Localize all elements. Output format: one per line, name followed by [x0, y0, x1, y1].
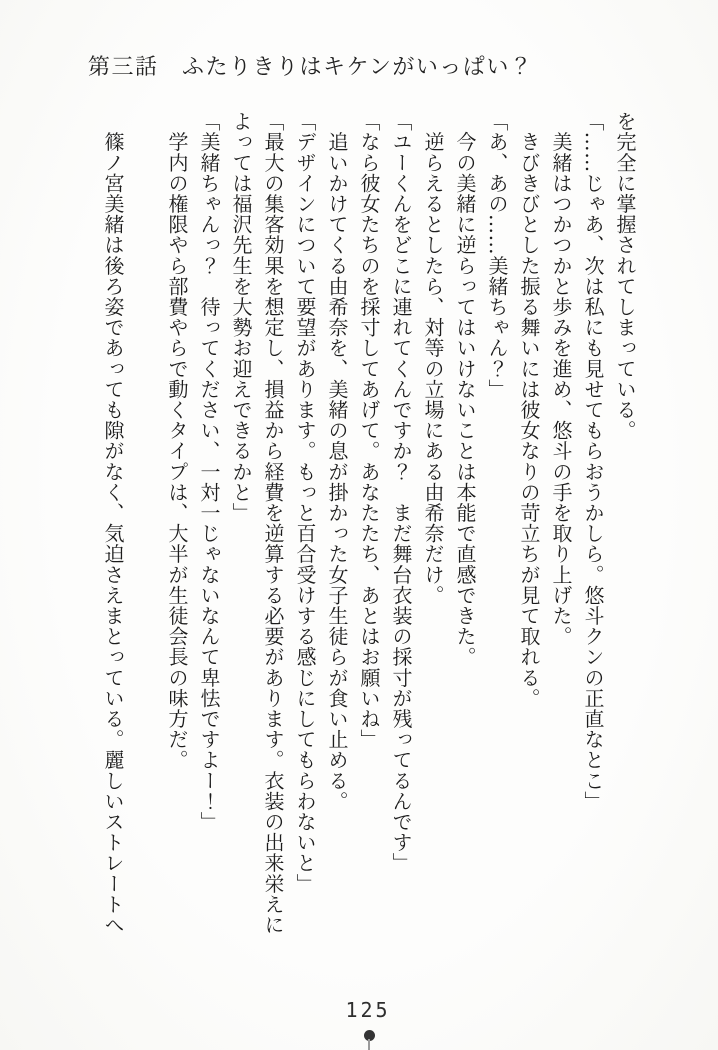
text-paragraph: 追いかけてくる由希奈を、美緒の息が掛かった女子生徒らが食い止める。 — [325, 111, 349, 812]
footer-stem-mark — [368, 1039, 370, 1050]
page-number: 125 — [345, 998, 391, 1022]
text-paragraph: 「あ、あの……美緒ちゃん？」 — [485, 111, 509, 400]
text-paragraph: 篠ノ宮美緒は後ろ姿であっても隙がなく、気迫さえまとっている。麗しいストレートへ — [101, 111, 125, 935]
text-paragraph: 逆らえるとしたら、対等の立場にある由希奈だけ。 — [421, 111, 445, 606]
text-paragraph: 学内の権限やら部費やらで動くタイプは、大半が生徒会長の味方だ。 — [165, 111, 189, 771]
text-paragraph: を完全に掌握されてしまっている。 — [613, 111, 637, 441]
text-paragraph: 「……じゃあ、次は私にも見せてもらおうかしら。悠斗クンの正直なとこ」 — [581, 111, 605, 812]
text-paragraph: 「ユーくんをどこに連れてくんですか？ まだ舞台衣装の採寸が残ってるんです」 — [389, 111, 413, 874]
page-footer — [0, 998, 718, 1022]
chapter-heading: 第三話 ふたりきりはキケンがいっぱい？ — [88, 55, 534, 80]
text-paragraph: 「なら彼女たちのを採寸してあげて。あなたたち、あとはお願いね」 — [357, 111, 381, 750]
text-paragraph: 今の美緒に逆らってはいけないことは本能で直感できた。 — [453, 111, 477, 668]
blank-line — [129, 111, 161, 937]
text-paragraph: 「最大の集客効果を想定し、損益から経費を逆算する必要があります。衣装の出来栄えによっては福沢先生を大勢お迎えできるかと」 — [229, 111, 285, 935]
novel-text-block — [97, 111, 641, 937]
text-paragraph: 「美緒ちゃんっ？ 待ってください、一対一じゃないなんて卑怯ですよー！」 — [197, 111, 221, 832]
text-paragraph: きびきびとした振る舞いには彼女なりの苛立ちが見て取れる。 — [517, 111, 541, 709]
text-paragraph: 美緒はつかつかと歩みを進め、悠斗の手を取り上げた。 — [549, 111, 573, 647]
text-paragraph: 「デザインについて要望があります。もっと百合受けする感じにしてもらわないと」 — [293, 111, 317, 894]
